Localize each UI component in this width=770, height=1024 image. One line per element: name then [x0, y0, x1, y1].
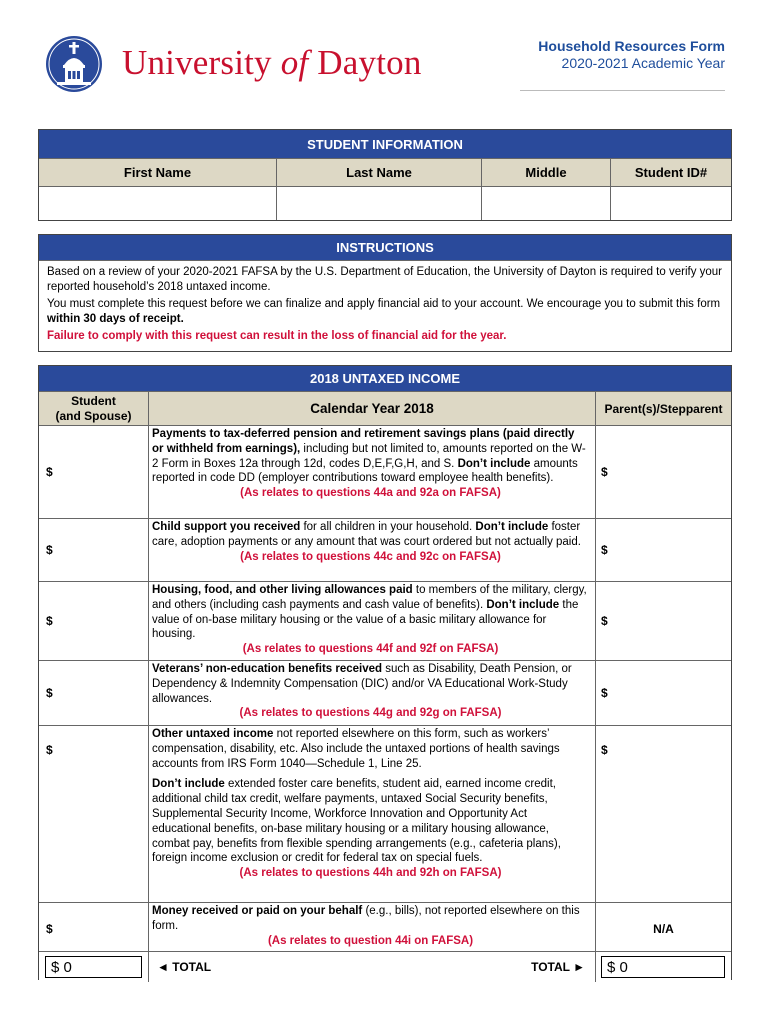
section-title: INSTRUCTIONS	[39, 235, 731, 260]
parent-amount-field[interactable]: $	[601, 543, 608, 557]
student-amount-field[interactable]: $	[39, 726, 149, 902]
first-name-header: First Name	[39, 158, 277, 186]
form-title: Household Resources Form	[538, 38, 725, 54]
parent-na-label: N/A	[653, 922, 674, 936]
parent-column-header: Parent(s)/Stepparent	[604, 401, 723, 416]
student-amount-field[interactable]: $	[39, 661, 149, 725]
income-row	[39, 660, 731, 725]
academic-year: 2020-2021 Academic Year	[561, 55, 725, 71]
first-name-field[interactable]	[39, 186, 277, 220]
compliance-warning: Failure to comply with this request can result in the loss of financial aid for the year.	[47, 330, 507, 342]
income-description: Money received or paid on your behalf (e.g., bills), not reported elsewhere on this form. (As relates to question 44i on FAFSA)	[149, 903, 596, 951]
parent-amount-field[interactable]: $	[601, 614, 608, 628]
total-left-label: ◄ TOTAL	[157, 960, 212, 974]
parent-amount-field[interactable]: $	[601, 465, 608, 479]
form-title-block	[538, 38, 725, 72]
student-amount-field[interactable]: $	[39, 426, 149, 518]
student-amount-field[interactable]: $	[39, 903, 149, 951]
income-description: Child support you received for all children in your household. Don’t include foster care, adoption payments or any amount that was court ordered but not actually paid. (As relates to questions 44c and 92c on FAFSA)	[149, 519, 596, 581]
student-id-header: Student ID#	[611, 158, 731, 186]
income-description: Housing, food, and other living allowances paid to members of the military, clergy, and others (including cash payments and cash value of benefits). Don’t include the value of on-base military housing or the value of a basic military allowance for housing. (As relates to questions 44f and 92f on FAFSA)	[149, 582, 596, 660]
section-title: 2018 UNTAXED INCOME	[39, 366, 731, 391]
student-information-section	[38, 129, 732, 221]
header-divider	[520, 90, 725, 91]
student-total-field[interactable]: $ 0	[45, 956, 142, 978]
student-amount-field[interactable]: $	[39, 519, 149, 581]
income-description: Veterans’ non-education benefits received such as Disability, Death Pension, or Dependency & Indemnity Compensation (DIC) and/or VA Educational Work-Study allowances. (As relates to questions 44g and 92g on FAFSA)	[149, 661, 596, 725]
total-right-label: TOTAL ►	[531, 960, 585, 974]
university-wordmark: University of Dayton	[122, 43, 422, 82]
section-title: STUDENT INFORMATION	[39, 130, 731, 158]
student-amount-field[interactable]: $	[39, 582, 149, 660]
instructions-paragraph-1: Based on a review of your 2020-2021 FAFSA by the U.S. Department of Education, the University of Dayton is required to verify your reported household’s 2018 untaxed income.	[47, 266, 723, 293]
student-column-header: Student (and Spouse)	[39, 392, 149, 425]
instructions-paragraph-2: You must complete this request before we can finalize and apply financial aid to your account. We encourage you to submit this form within 30 days of receipt.	[47, 298, 721, 325]
last-name-field[interactable]	[277, 186, 482, 220]
student-id-field[interactable]	[611, 186, 731, 220]
income-row	[39, 725, 731, 902]
untaxed-income-section	[38, 365, 732, 980]
income-row	[39, 425, 731, 518]
university-seal-logo	[45, 35, 103, 93]
middle-header: Middle	[482, 158, 611, 186]
parent-amount-field[interactable]: $	[601, 686, 608, 700]
middle-field[interactable]	[482, 186, 611, 220]
last-name-header: Last Name	[277, 158, 482, 186]
calendar-year-header: Calendar Year 2018	[149, 392, 596, 425]
parent-amount-field[interactable]: $	[601, 743, 608, 757]
parent-total-field[interactable]: $ 0	[601, 956, 725, 978]
total-row	[39, 951, 731, 982]
income-row	[39, 902, 731, 951]
income-row	[39, 581, 731, 660]
instructions-section	[38, 234, 732, 352]
income-description: Payments to tax-deferred pension and retirement savings plans (paid directly or withheld from earnings), including but not limited to, amounts reported on the W-2 Form in Boxes 12a through 12d, codes D,E,F,G,H, and S. Don’t include amounts reported in code DD (employer contributions toward employee health benefits). (As relates to questions 44a and 92a on FAFSA)	[149, 426, 596, 518]
income-description: Other untaxed income not reported elsewhere on this form, such as workers’ compensation, disability, etc. Also include the untaxed portions of health savings accounts from IRS Form 1040—Schedule 1, Line 25. Don’t include extended foster care benefits, student aid, earned income credit, additional child tax credit, welfare payments, untaxed Social Security benefits, Supplemental Security Income, Workforce Innovation and Opportunity Act educational benefits, on-base military housing or a military housing allowance, combat pay, benefits from flexible spending arrangements (e.g., cafeteria plans), foreign income exclusion or credit for federal tax on special fuels. (As relates to questions 44h and 92h on FAFSA)	[149, 726, 596, 902]
income-row	[39, 518, 731, 581]
